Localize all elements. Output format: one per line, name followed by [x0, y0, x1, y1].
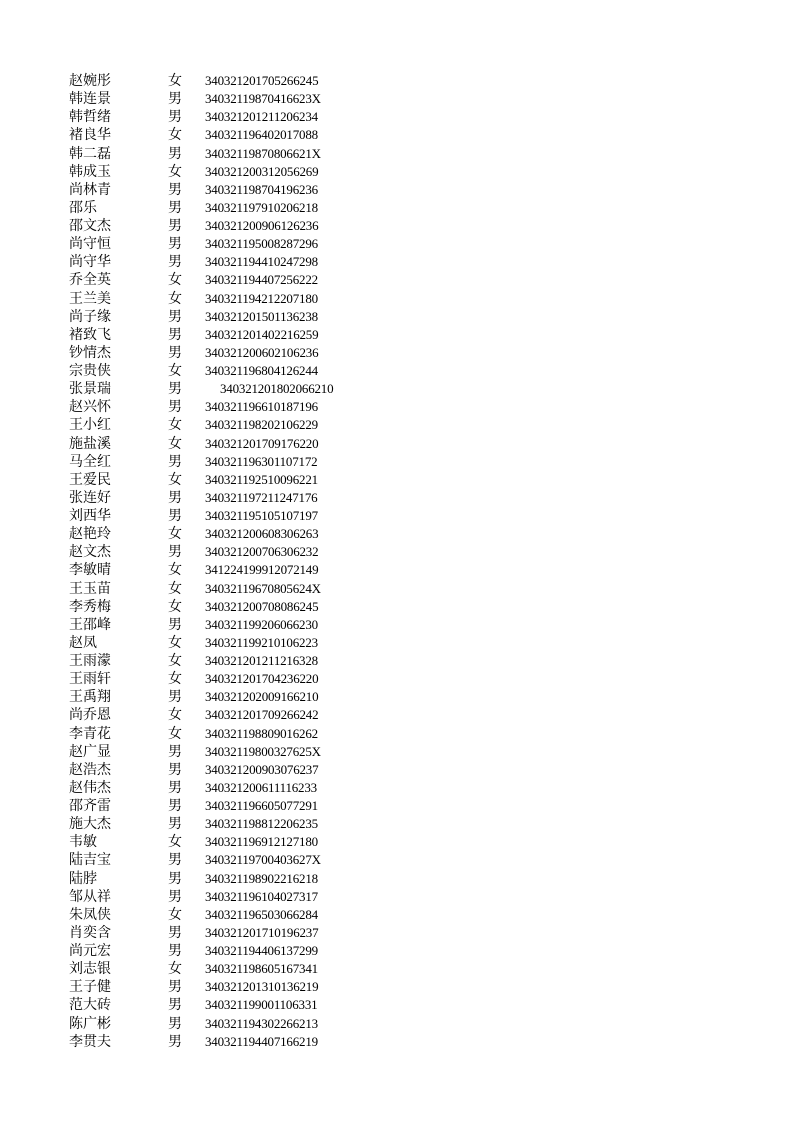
- gender-cell: 女: [168, 526, 182, 543]
- id-number-cell: 340321198605167341: [205, 961, 318, 977]
- id-number-cell: 340321200611116233: [205, 779, 317, 795]
- name-cell: 韩成玉: [69, 163, 111, 180]
- id-number-cell: 340321196804126244: [205, 363, 318, 378]
- table-row: [0, 888, 793, 906]
- name-cell: 肖奕含: [69, 924, 111, 941]
- name-cell: 邹从祥: [69, 888, 111, 905]
- id-number-cell: 34032119870416623X: [205, 91, 321, 107]
- name-cell: 陆脖: [69, 870, 97, 887]
- table-row: [0, 543, 793, 561]
- table-row: [0, 1033, 793, 1051]
- gender-cell: 女: [168, 73, 182, 89]
- table-row: [0, 507, 793, 525]
- table-row: [0, 453, 793, 471]
- name-cell: 陆吉宝: [69, 852, 111, 869]
- table-row: [0, 181, 793, 199]
- name-cell: 赵浩杰: [69, 761, 111, 778]
- name-cell: 王雨濛: [69, 653, 111, 669]
- table-row: [0, 561, 793, 579]
- name-cell: 王雨轩: [69, 671, 111, 688]
- name-cell: 赵文杰: [69, 544, 111, 561]
- gender-cell: 男: [168, 489, 182, 506]
- table-row: [0, 906, 793, 924]
- table-row: [0, 525, 793, 543]
- id-number-cell: 341224199912072149: [205, 562, 319, 578]
- id-number-cell: 340321196301107172: [205, 453, 318, 469]
- id-number-cell: 340321194212207180: [205, 290, 318, 306]
- gender-cell: 男: [168, 254, 182, 271]
- name-cell: 尚元宏: [69, 943, 111, 959]
- name-cell: 赵凤: [69, 634, 97, 651]
- id-number-cell: 340321200312056269: [205, 163, 319, 179]
- gender-cell: 男: [168, 381, 182, 398]
- table-row: [0, 851, 793, 869]
- id-number-cell: 340321196605077291: [205, 798, 318, 813]
- name-cell: 王爱民: [69, 471, 111, 488]
- gender-cell: 男: [168, 743, 182, 760]
- table-row: [0, 634, 793, 652]
- table-row: [0, 380, 793, 398]
- table-row: [0, 271, 793, 289]
- gender-cell: 男: [168, 344, 182, 361]
- table-row: [0, 217, 793, 235]
- table-row: [0, 126, 793, 144]
- gender-cell: 男: [168, 326, 182, 343]
- gender-cell: 女: [168, 363, 182, 379]
- gender-cell: 女: [168, 598, 182, 615]
- table-row: [0, 670, 793, 688]
- gender-cell: 男: [168, 689, 182, 706]
- gender-cell: 男: [168, 199, 182, 216]
- gender-cell: 女: [168, 562, 182, 579]
- table-row: [0, 253, 793, 271]
- id-number-cell: 340321198812206235: [205, 816, 318, 832]
- gender-cell: 女: [168, 580, 182, 597]
- id-number-cell: 340321194302266213: [205, 1015, 318, 1031]
- name-cell: 张景瑞: [69, 381, 111, 398]
- table-row: [0, 471, 793, 489]
- name-cell: 李敏晴: [69, 562, 111, 579]
- table-row: [0, 398, 793, 416]
- table-row: [0, 362, 793, 380]
- id-number-cell: 340321201709266242: [205, 707, 319, 723]
- table-row: [0, 145, 793, 163]
- name-cell: 王小红: [69, 417, 111, 434]
- id-number-cell: 340321201211216328: [205, 653, 318, 668]
- gender-cell: 女: [168, 417, 182, 434]
- table-row: [0, 688, 793, 706]
- id-number-cell: 340321195105107197: [205, 508, 318, 523]
- table-row: [0, 797, 793, 815]
- id-number-cell: 340321201402216259: [205, 326, 319, 342]
- id-number-cell: 340321200708086245: [205, 598, 319, 614]
- id-number-cell: 340321196610187196: [205, 399, 318, 415]
- id-number-cell: 340321198202106229: [205, 417, 318, 433]
- gender-cell: 女: [168, 290, 182, 307]
- table-row: [0, 815, 793, 833]
- name-cell: 李贯夫: [69, 1033, 111, 1050]
- table-row: [0, 870, 793, 888]
- name-cell: 李秀梅: [69, 598, 111, 615]
- id-number-cell: 340321201705266245: [205, 73, 319, 88]
- id-number-cell: 340321194410247298: [205, 254, 318, 270]
- table-row: [0, 235, 793, 253]
- name-cell: 范大砖: [69, 997, 111, 1014]
- name-cell: 宗贵侠: [69, 363, 111, 379]
- gender-cell: 女: [168, 834, 182, 851]
- id-number-cell: 340321196104027317: [205, 888, 318, 904]
- id-number-cell: 34032119800327625X: [205, 743, 321, 759]
- name-cell: 钞情杰: [69, 344, 111, 361]
- table-row: [0, 652, 793, 670]
- id-number-cell: 340321201211206234: [205, 109, 318, 125]
- gender-cell: 男: [168, 109, 182, 126]
- id-number-cell: 340321197211247176: [205, 489, 318, 505]
- gender-cell: 男: [168, 816, 182, 833]
- gender-cell: 女: [168, 272, 182, 289]
- table-row: [0, 308, 793, 326]
- id-number-cell: 340321201704236220: [205, 671, 319, 687]
- gender-cell: 男: [168, 1015, 182, 1032]
- name-cell: 韩哲绪: [69, 109, 111, 126]
- gender-cell: 男: [168, 779, 182, 796]
- name-cell: 邵文杰: [69, 218, 111, 234]
- id-number-cell: 340321198902216218: [205, 870, 318, 886]
- name-cell: 尚林青: [69, 181, 111, 198]
- name-cell: 张连好: [69, 489, 111, 506]
- id-number-cell: 340321202009166210: [205, 689, 319, 705]
- gender-cell: 女: [168, 634, 182, 651]
- gender-cell: 女: [168, 435, 182, 452]
- table-row: [0, 1015, 793, 1033]
- id-number-cell: 340321195008287296: [205, 236, 318, 252]
- name-cell: 褚致飞: [69, 326, 111, 343]
- table-row: [0, 960, 793, 978]
- table-row: [0, 833, 793, 851]
- table-row: [0, 598, 793, 616]
- name-cell: 韩二磊: [69, 145, 111, 162]
- id-number-cell: 340321199210106223: [205, 634, 318, 650]
- name-cell: 邵乐: [69, 199, 97, 216]
- id-number-cell: 340321200608306263: [205, 526, 319, 542]
- name-cell: 赵兴怀: [69, 399, 111, 416]
- table-row: [0, 978, 793, 996]
- table-row: [0, 725, 793, 743]
- gender-cell: 女: [168, 163, 182, 180]
- name-cell: 王玉苗: [69, 580, 111, 597]
- id-number-cell: 340321196402017088: [205, 127, 318, 143]
- name-cell: 朱凤侠: [69, 906, 111, 923]
- name-cell: 施大杰: [69, 816, 111, 833]
- id-number-cell: 340321197910206218: [205, 199, 318, 215]
- gender-cell: 男: [168, 544, 182, 561]
- gender-cell: 男: [168, 145, 182, 162]
- id-number-cell: 340321200903076237: [205, 761, 319, 777]
- name-cell: 韩连景: [69, 91, 111, 108]
- gender-cell: 女: [168, 127, 182, 144]
- id-number-cell: 340321196912127180: [205, 834, 318, 850]
- gender-cell: 男: [168, 218, 182, 234]
- gender-cell: 女: [168, 906, 182, 923]
- name-cell: 乔全英: [69, 272, 111, 289]
- name-cell: 尚守华: [69, 254, 111, 271]
- id-number-cell: 34032119870806621X: [205, 145, 321, 161]
- gender-cell: 男: [168, 399, 182, 416]
- name-cell: 褚良华: [69, 127, 111, 144]
- table-row: [0, 344, 793, 362]
- gender-cell: 男: [168, 616, 182, 633]
- gender-cell: 男: [168, 453, 182, 470]
- gender-cell: 女: [168, 707, 182, 724]
- gender-cell: 男: [168, 888, 182, 905]
- table-row: [0, 706, 793, 724]
- gender-cell: 女: [168, 471, 182, 488]
- gender-cell: 女: [168, 725, 182, 742]
- id-number-cell: 340321199001106331: [205, 997, 318, 1013]
- gender-cell: 男: [168, 997, 182, 1014]
- gender-cell: 男: [168, 852, 182, 869]
- name-cell: 尚守恒: [69, 236, 111, 253]
- gender-cell: 男: [168, 924, 182, 941]
- name-cell: 赵伟杰: [69, 779, 111, 796]
- table-row: [0, 743, 793, 761]
- gender-cell: 男: [168, 979, 182, 996]
- table-row: [0, 72, 793, 90]
- id-number-cell: 340321201501136238: [205, 308, 318, 324]
- record-table: [0, 72, 793, 1051]
- name-cell: 尚乔恩: [69, 707, 111, 724]
- name-cell: 施盐溪: [69, 435, 111, 452]
- id-number-cell: 34032119670805624X: [205, 580, 321, 596]
- table-row: [0, 924, 793, 942]
- table-row: [0, 942, 793, 960]
- name-cell: 李青花: [69, 725, 111, 742]
- gender-cell: 男: [168, 870, 182, 887]
- id-number-cell: 340321196503066284: [205, 906, 318, 922]
- table-row: [0, 435, 793, 453]
- id-number-cell: 340321201709176220: [205, 435, 319, 451]
- gender-cell: 女: [168, 961, 182, 978]
- name-cell: 赵广显: [69, 743, 111, 760]
- id-number-cell: 340321200706306232: [205, 544, 319, 560]
- name-cell: 刘志银: [69, 961, 111, 978]
- name-cell: 赵艳玲: [69, 526, 111, 543]
- id-number-cell: 340321200602106236: [205, 344, 319, 360]
- table-row: [0, 580, 793, 598]
- name-cell: 王邵峰: [69, 616, 111, 633]
- gender-cell: 女: [168, 653, 182, 669]
- name-cell: 王禹翔: [69, 689, 111, 706]
- gender-cell: 女: [168, 671, 182, 688]
- id-number-cell: 340321198704196236: [205, 181, 318, 197]
- table-row: [0, 290, 793, 308]
- gender-cell: 男: [168, 236, 182, 253]
- gender-cell: 男: [168, 508, 182, 524]
- table-row: [0, 108, 793, 126]
- gender-cell: 男: [168, 943, 182, 959]
- name-cell: 陈广彬: [69, 1015, 111, 1032]
- table-row: [0, 416, 793, 434]
- name-cell: 韦敏: [69, 834, 97, 851]
- gender-cell: 男: [168, 91, 182, 108]
- table-row: [0, 761, 793, 779]
- id-number-cell: 340321200906126236: [205, 218, 319, 233]
- gender-cell: 男: [168, 308, 182, 325]
- id-number-cell: 340321201710196237: [205, 924, 319, 940]
- table-row: [0, 163, 793, 181]
- name-cell: 马全红: [69, 453, 111, 470]
- name-cell: 尚子缘: [69, 308, 111, 325]
- id-number-cell: 340321194406137299: [205, 943, 318, 958]
- id-number-cell: 340321198809016262: [205, 725, 318, 741]
- name-cell: 刘西华: [69, 508, 111, 524]
- table-row: [0, 199, 793, 217]
- name-cell: 王兰美: [69, 290, 111, 307]
- gender-cell: 男: [168, 1033, 182, 1050]
- name-cell: 王子健: [69, 979, 111, 996]
- id-number-cell: 340321201802066210: [220, 381, 334, 397]
- id-number-cell: 340321201310136219: [205, 979, 319, 995]
- id-number-cell: 340321194407256222: [205, 272, 318, 288]
- table-row: [0, 616, 793, 634]
- gender-cell: 男: [168, 181, 182, 198]
- gender-cell: 男: [168, 761, 182, 778]
- id-number-cell: 340321194407166219: [205, 1033, 318, 1049]
- table-row: [0, 489, 793, 507]
- name-cell: 邵齐雷: [69, 798, 111, 814]
- table-row: [0, 779, 793, 797]
- table-row: [0, 326, 793, 344]
- table-row: [0, 90, 793, 108]
- table-row: [0, 996, 793, 1014]
- id-number-cell: 34032119700403627X: [205, 852, 321, 868]
- gender-cell: 男: [168, 798, 182, 814]
- id-number-cell: 340321199206066230: [205, 616, 318, 632]
- id-number-cell: 340321192510096221: [205, 471, 318, 487]
- name-cell: 赵婉彤: [69, 73, 111, 89]
